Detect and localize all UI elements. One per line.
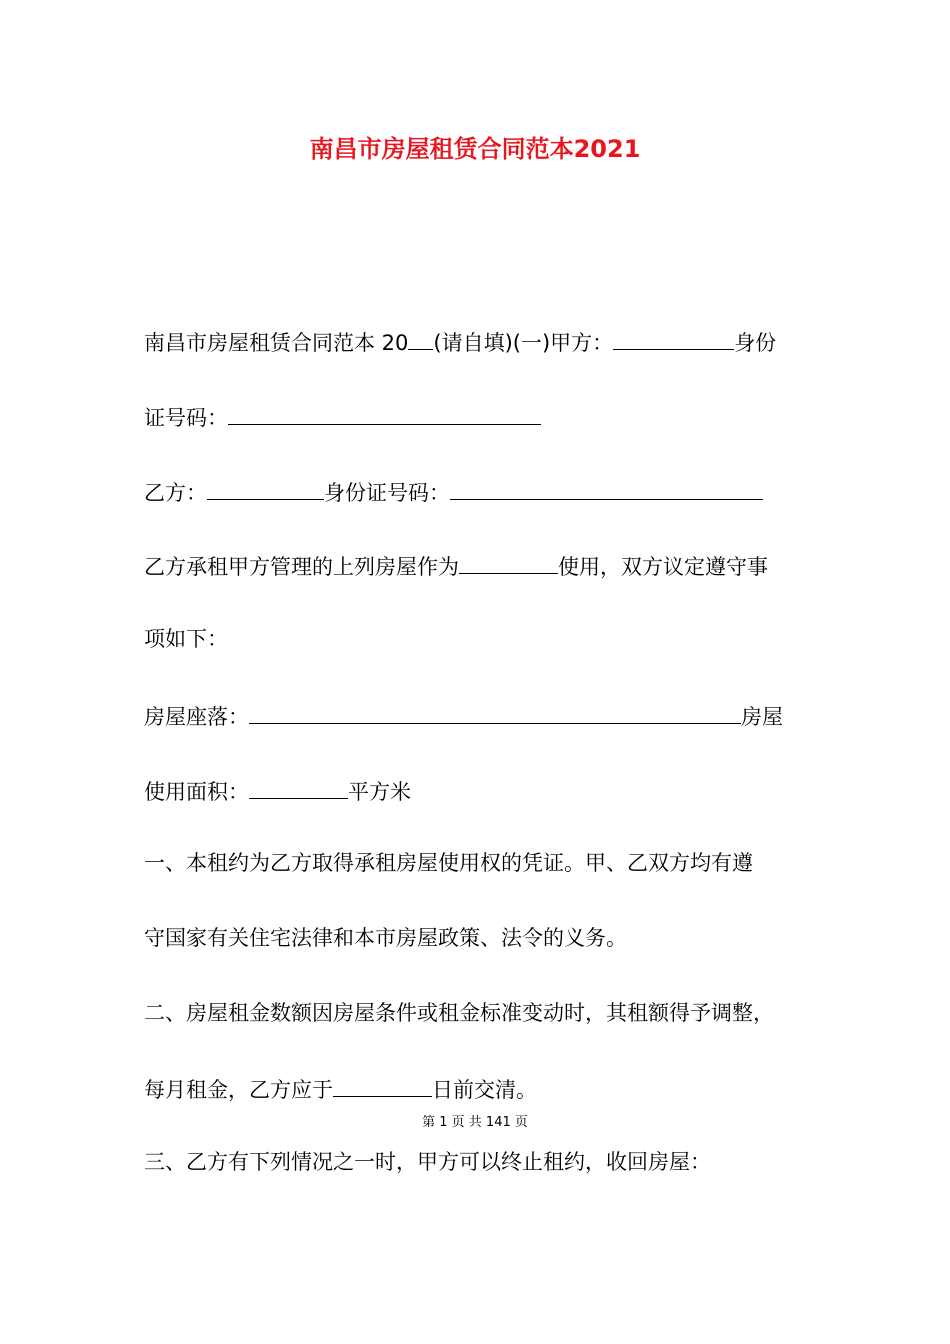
payment-day-blank[interactable] (333, 1072, 432, 1097)
paragraph-line-10 (144, 998, 774, 1028)
area-blank[interactable] (249, 774, 348, 799)
party-a-id-blank[interactable] (228, 400, 541, 425)
usage-blank[interactable] (459, 549, 558, 574)
party-b-id-blank[interactable] (450, 475, 763, 500)
party-b-name-blank[interactable] (207, 475, 324, 500)
house-location-blank[interactable] (249, 699, 741, 724)
paragraph-line-9 (144, 923, 627, 953)
line-text: 守国家有关住宅法律和本市房屋政策、法令的义务。 (144, 926, 627, 950)
paragraph-line-8 (144, 848, 753, 878)
line-text: 使用，双方议定遵守事 (558, 555, 768, 579)
line-text: 一、本租约为乙方取得承租房屋使用权的凭证。甲、乙双方均有遵 (144, 851, 753, 875)
paragraph-line-1 (144, 325, 776, 358)
line-text: 南昌市房屋租赁合同范本 20 (144, 331, 409, 355)
document-title: 南昌市房屋租赁合同范本2021 (309, 135, 641, 163)
line-text: 房屋座落： (144, 705, 249, 729)
line-text: 项如下： (144, 627, 228, 651)
party-a-name-blank[interactable] (613, 325, 734, 350)
line-text: 二、房屋租金数额因房屋条件或租金标准变动时，其租额得予调整， (144, 1001, 774, 1025)
line-text: (请自填)(一)甲方： (433, 331, 614, 355)
paragraph-line-4 (144, 549, 768, 582)
line-text: 乙方： (144, 481, 207, 505)
paragraph-line-11 (144, 1072, 537, 1105)
line-text: 乙方承租甲方管理的上列房屋作为 (144, 555, 459, 579)
line-text: 证号码： (144, 406, 228, 430)
paragraph-line-3 (144, 475, 763, 508)
line-text: 日前交清。 (432, 1078, 537, 1102)
year-blank[interactable] (408, 325, 433, 350)
line-text: 身份 (734, 331, 777, 355)
paragraph-line-2 (144, 400, 541, 433)
line-text: 平方米 (348, 780, 411, 804)
paragraph-line-12 (144, 1147, 711, 1177)
page-footer: 第 1 页 共 141 页 (422, 1115, 528, 1130)
line-text: 身份证号码： (324, 481, 450, 505)
line-text: 使用面积： (144, 780, 249, 804)
line-text: 每月租金，乙方应于 (144, 1078, 333, 1102)
line-text: 房屋 (741, 705, 783, 729)
line-text: 三、乙方有下列情况之一时，甲方可以终止租约，收回房屋： (144, 1150, 711, 1174)
paragraph-line-6 (144, 699, 783, 732)
paragraph-line-5 (144, 624, 228, 654)
paragraph-line-7 (144, 774, 411, 807)
